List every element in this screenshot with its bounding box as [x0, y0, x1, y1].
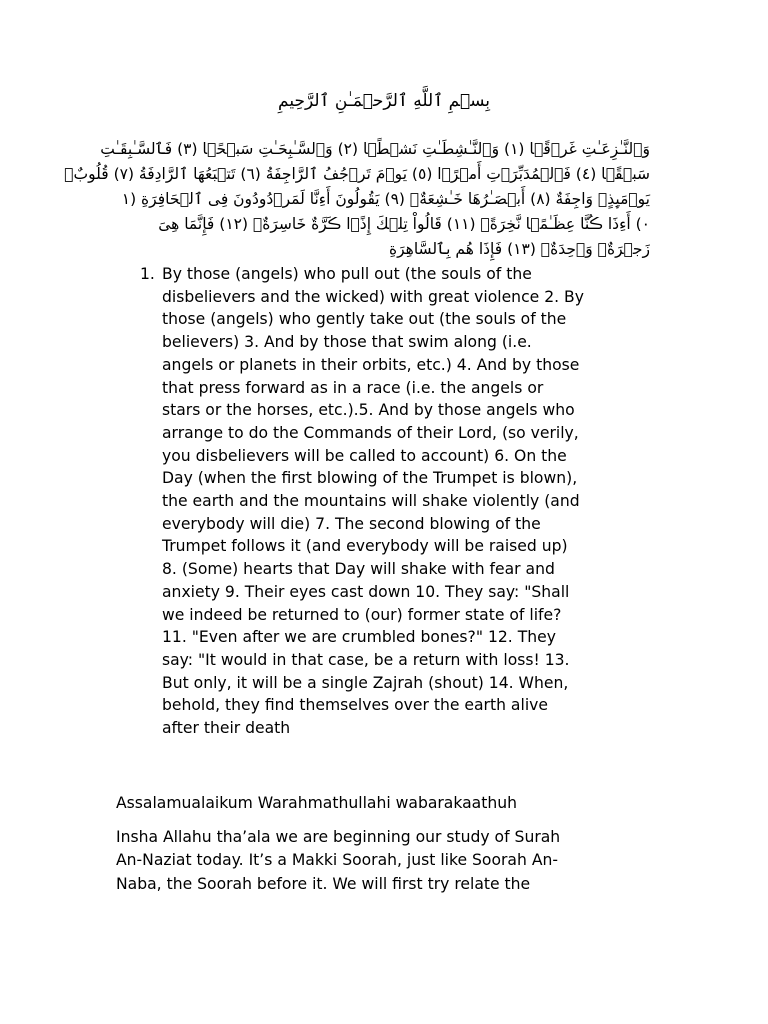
translation-line: stars or the horses, etc.).5. And by those angels who	[162, 401, 575, 420]
list-number: 1.	[140, 265, 155, 283]
arabic-verse-line: سَبۡقً۬ا (٤) فَٱلۡمُدَبِّرَٲتِ أَمۡرً۬ا (٥) يَوۡمَ تَرۡجُفُ ٱلرَّاجِفَةُ (٦) تَتۡبَعُهَا ٱلرَّادِفَةُ (٧) قُلُوبٌ۬	[64, 165, 650, 183]
translation-line: 11. "Even after we are crumbled bones?" 12. They	[162, 628, 556, 647]
translation-line: arrange to do the Commands of their Lord, (so verily,	[162, 423, 579, 442]
translation-line: those (angels) who gently take out (the souls of the	[162, 310, 567, 329]
translation-line: anxiety 9. Their eyes cast down 10. They say: "Shall	[162, 582, 570, 601]
intro-line: An-Naziat today. It’s a Makki Soorah, just like Soorah An-	[116, 851, 558, 870]
basmala-heading: بِسۡمِ ٱللَّهِ ٱلرَّحۡمَـٰنِ ٱلرَّحِيمِ	[278, 91, 490, 111]
translation-line: 8. (Some) hearts that Day will shake with fear and	[162, 560, 555, 579]
translation-line: you disbelievers will be called to account) 6. On the	[162, 446, 567, 465]
translation-line: believers) 3. And by those that swim along (i.e.	[162, 333, 532, 352]
arabic-verse-line: زَجۡرَةٌ۬ وَٲحِدَةٌ۬ (١٣) فَإِذَا هُم بِٱلسَّاهِرَةِ	[388, 240, 650, 258]
translation-line: By those (angels) who pull out (the souls of the	[162, 265, 532, 283]
translation-line: But only, it will be a single Zajrah (shout) 14. When,	[162, 673, 569, 692]
translation-line: Day (when the first blowing of the Trumpet is blown),	[162, 469, 578, 488]
translation-line: that press forward as in a race (i.e. the angels or	[162, 378, 544, 397]
translation-line: say: "It would in that case, be a return with loss! 13.	[162, 650, 570, 669]
translation-line: angels or planets in their orbits, etc.) 4. And by those	[162, 355, 580, 374]
arabic-verse-line: وَٱلنَّـٰزِعَـٰتِ غَرۡقً۬ا (١) وَٱلنَّـٰشِطَـٰتِ نَشۡطً۬ا (٢) وَٱلسَّـٰبِحَـٰتِ سَبۡحً۬ا (٣) فَٱلسَّـٰبِقَـٰتِ	[100, 140, 650, 158]
translation-line: we indeed be returned to (our) former state of life?	[162, 605, 562, 624]
translation-line: behold, they find themselves over the earth alive	[162, 696, 548, 715]
translation-line: Trumpet follows it (and everybody will be raised up)	[162, 537, 568, 556]
translation-list	[140, 263, 667, 740]
translation-line: disbelievers and the wicked) with great violence 2. By	[162, 287, 584, 306]
arabic-verses	[64, 137, 650, 262]
greeting-paragraph: Assalamualaikum Warahmathullahi wabarakaathuh	[116, 794, 517, 812]
translation-line: everybody will die) 7. The second blowing of the	[162, 514, 541, 533]
intro-line: Naba, the Soorah before it. We will first try relate the	[116, 874, 531, 893]
translation-line: the earth and the mountains will shake violently (and	[162, 492, 580, 511]
arabic-verse-line: يَوۡمَٮِٕذٍ۬ وَاجِفَةٌ (٨) أَبۡصَـٰرُهَا خَـٰشِعَةٌ۬ (٩) يَقُولُونَ أَءِنَّا لَمَرۡدُودُونَ فِى ٱلۡحَافِرَةِ (١	[121, 190, 650, 208]
translation-item	[140, 263, 667, 740]
arabic-verse-line: ٠) أَءِذَا ڪُنَّا عِظَـٰمً۬ا نَّخِرَةً۬ (١١) قَالُواْ تِلۡكَ إِذً۬ا ڪَرَّةٌ خَاسِرَةٌ۬ (١٢) فَإِنَّمَا هِىَ	[158, 215, 650, 233]
translation-line: after their death	[162, 719, 291, 738]
intro-paragraph	[116, 826, 646, 896]
intro-line: Insha Allahu tha’ala we are beginning our study of Surah	[116, 828, 561, 846]
